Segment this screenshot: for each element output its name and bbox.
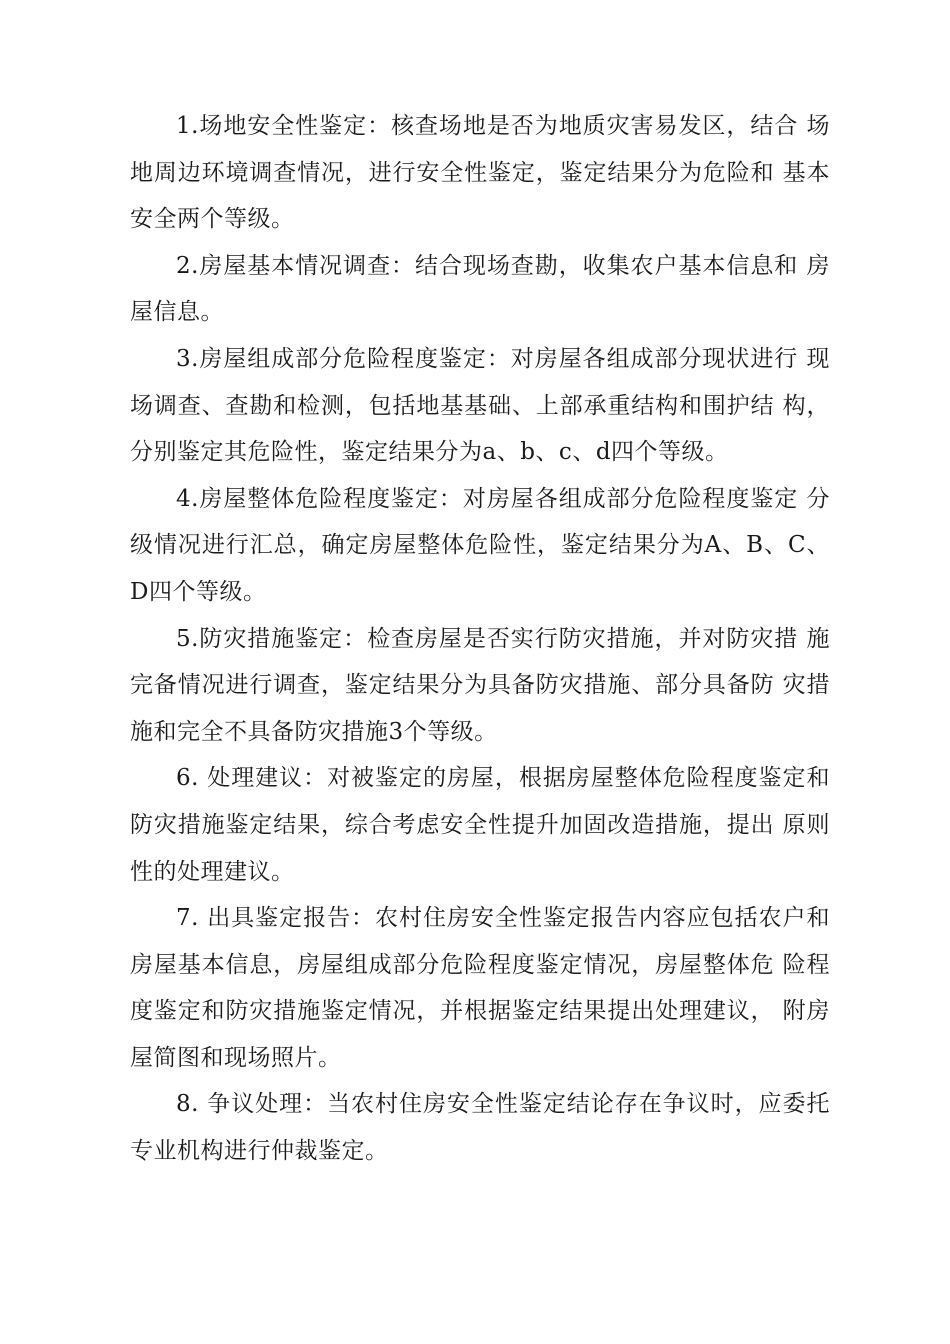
paragraph-site-safety: 1.场地安全性鉴定：核查场地是否为地质灾害易发区，结合 场地周边环境调查情况，进行安全性鉴定，鉴定结果分为危险和 基本安全两个等级。 (130, 113, 830, 233)
paragraph-overall-hazard: 4.房屋整体危险程度鉴定：对房屋各组成部分危险程度鉴定 分级情况进行汇总，确定房屋整体危险性，鉴定结果分为A、B、C、 D四个等级。 (130, 485, 830, 605)
document-body (130, 103, 830, 1175)
paragraph-component-hazard: 3.房屋组成部分危险程度鉴定：对房屋各组成部分现状进行 现场调查、查勘和检测，包括地基基础、上部承重结构和围护结 构，分别鉴定其危险性，鉴定结果分为a、b、c、d四个等级。 (130, 345, 830, 466)
paragraph-appraisal-report: 7. 出具鉴定报告：农村住房安全性鉴定报告内容应包括农户和房屋基本信息，房屋组成部分危险程度鉴定情况，房屋整体危 险程度鉴定和防灾措施鉴定情况，并根据鉴定结果提出处理建议， 附房屋简图和现场照片。 (130, 905, 830, 1071)
paragraph-house-survey: 2.房屋基本情况调查：结合现场查勘，收集农户基本信息和 房屋信息。 (130, 252, 830, 326)
paragraph-disaster-prevention: 5.防灾措施鉴定：检查房屋是否实行防灾措施，并对防灾措 施完备情况进行调查，鉴定结果分为具备防灾措施、部分具备防 灾措施和完全不具备防灾措施3个等级。 (130, 625, 830, 745)
paragraph-handling-advice: 6. 处理建议：对被鉴定的房屋，根据房屋整体危险程度鉴定和防灾措施鉴定结果，综合考虑安全性提升加固改造措施，提出 原则性的处理建议。 (130, 765, 830, 885)
paragraph-dispute-handling: 8. 争议处理：当农村住房安全性鉴定结论存在争议时，应委托专业机构进行仲裁鉴定。 (130, 1091, 830, 1165)
